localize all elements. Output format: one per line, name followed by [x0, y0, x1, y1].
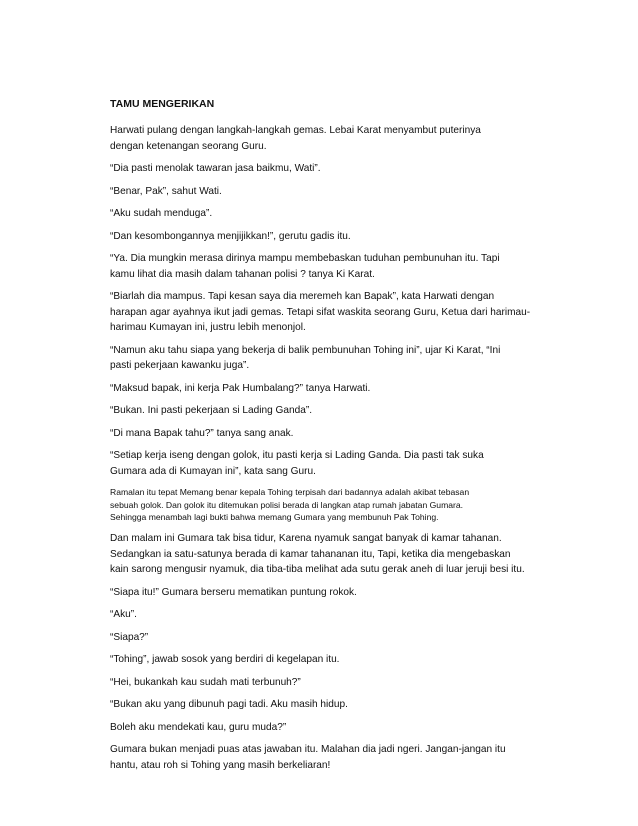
paragraph: [110, 486, 540, 524]
paragraph: [110, 742, 540, 773]
paragraph: [110, 448, 540, 479]
paragraph-line: “Di mana Bapak tahu?” tanya sang anak.: [110, 427, 294, 439]
paragraph-line: “Aku”.: [110, 609, 137, 621]
paragraph: [110, 403, 540, 419]
paragraph-line: “Namun aku tahu siapa yang bekerja di balik pembunuhan Tohing ini”, ujar Ki Karat, “Ini: [110, 344, 501, 356]
paragraph-line: harapan agar ayahnya ikut jadi gemas. Tetapi sifat waskita seorang Guru, Ketua dari harimau-: [110, 306, 531, 318]
paragraph-line: “Siapa?”: [110, 631, 149, 643]
paragraph: [110, 289, 540, 336]
paragraph-line: harimau Kumayan ini, justru lebih menonjol.: [110, 322, 306, 333]
paragraph-line: Ramalan itu tepat Memang benar kepala Tohing terpisah dari badannya adalah akibat tebasan: [110, 487, 470, 497]
paragraph: [110, 720, 540, 736]
document-body: [110, 97, 540, 780]
paragraph: [110, 585, 540, 601]
paragraph: [110, 381, 540, 397]
paragraph: [110, 206, 540, 222]
paragraph-line: “Hei, bukankah kau sudah mati terbunuh?”: [110, 676, 301, 688]
paragraph: [110, 675, 540, 691]
document-title: TAMU MENGERIKAN: [110, 98, 215, 110]
paragraph-line: “Aku sudah menduga”.: [110, 208, 213, 219]
paragraph-line: “Dan kesombongannya menjijikkan!”, gerutu gadis itu.: [110, 230, 351, 242]
paragraph: [110, 652, 540, 668]
paragraph-line: Harwati pulang dengan langkah-langkah gemas. Lebai Karat menyambut puterinya: [110, 125, 481, 136]
paragraph-line: “Benar, Pak”, sahut Wati.: [110, 185, 222, 197]
paragraph: [110, 531, 540, 578]
paragraph: [110, 251, 540, 282]
paragraph-line: “Maksud bapak, ini kerja Pak Humbalang?” tanya Harwati.: [110, 382, 371, 394]
paragraph: [110, 229, 540, 245]
paragraph: [110, 607, 540, 623]
paragraph-line: Sedangkan ia satu-satunya berada di kamar tahananan itu, Tapi, ketika dia mengebaskan: [110, 548, 511, 560]
paragraph-list: [110, 123, 540, 773]
paragraph-line: Boleh aku mendekati kau, guru muda?”: [110, 721, 287, 733]
paragraph-line: hantu, atau roh si Tohing yang masih berkeliaran!: [110, 759, 331, 771]
paragraph-line: “Tohing”, jawab sosok yang berdiri di kegelapan itu.: [110, 654, 340, 666]
paragraph: [110, 426, 540, 442]
paragraph-line: “Bukan. Ini pasti pekerjaan si Lading Ganda”.: [110, 405, 312, 416]
paragraph-line: “Setiap kerja iseng dengan golok, itu pasti kerja si Lading Ganda. Dia pasti tak suka: [110, 450, 484, 461]
paragraph-line: pasti pekerjaan kawanku juga”.: [110, 360, 250, 371]
paragraph-line: Dan malam ini Gumara tak bisa tidur, Karena nyamuk sangat banyak di kamar tahanan.: [110, 533, 502, 545]
paragraph-line: “Biarlah dia mampus. Tapi kesan saya dia meremeh kan Bapak”, kata Harwati dengan: [110, 291, 495, 302]
paragraph: [110, 697, 540, 713]
paragraph-line: “Dia pasti menolak tawaran jasa baikmu, Wati”.: [110, 163, 321, 174]
paragraph-line: Gumara bukan menjadi puas atas jawaban itu. Malahan dia jadi ngeri. Jangan-jangan itu: [110, 744, 506, 756]
paragraph-line: kain sarong mengusir nyamuk, dia tiba-tiba melihat ada sutu gerak aneh di luar jeruji besi itu.: [110, 564, 525, 576]
paragraph-line: kamu lihat dia masih dalam tahanan polisi ? tanya Ki Karat.: [110, 268, 375, 280]
paragraph: [110, 161, 540, 177]
paragraph-line: “Ya. Dia mungkin merasa dirinya mampu membebaskan tuduhan pembunuhan itu. Tapi: [110, 253, 500, 264]
paragraph: [110, 184, 540, 200]
paragraph-line: Sehingga menambah lagi bukti bahwa memang Gumara yang membunuh Pak Tohing.: [110, 512, 439, 523]
paragraph-line: “Bukan aku yang dibunuh pagi tadi. Aku masih hidup.: [110, 699, 348, 711]
paragraph-line: Gumara ada di Kumayan ini”, kata sang Guru.: [110, 465, 316, 477]
paragraph: [110, 123, 540, 154]
paragraph-line: “Siapa itu!” Gumara berseru mematikan puntung rokok.: [110, 586, 357, 598]
paragraph-line: sebuah golok. Dan golok itu ditemukan polisi berada di langkan atap rumah jabatan Gumara.: [110, 499, 464, 510]
paragraph: [110, 630, 540, 646]
paragraph-line: dengan ketenangan seorang Guru.: [110, 140, 267, 152]
paragraph: [110, 343, 540, 374]
